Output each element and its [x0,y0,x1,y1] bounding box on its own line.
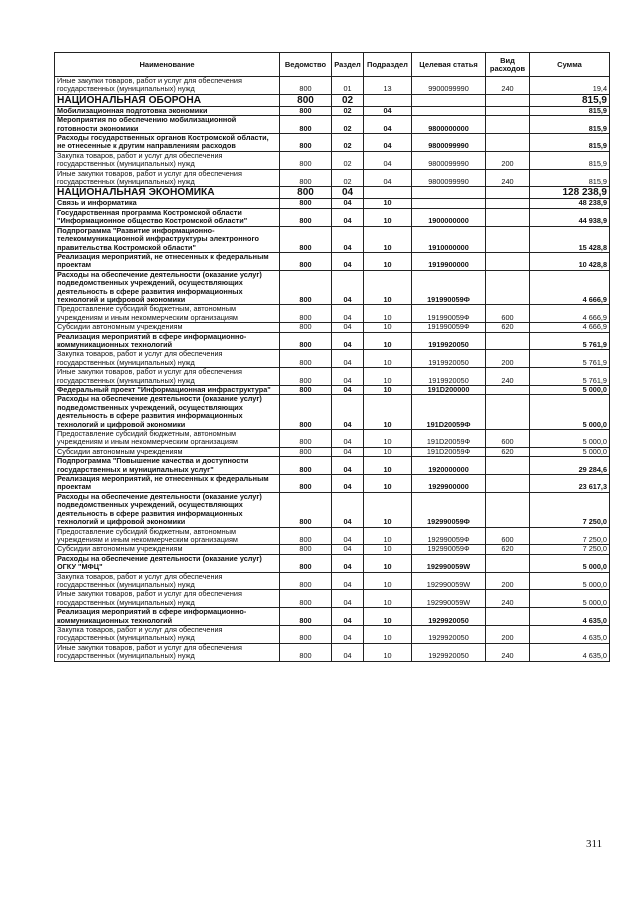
cell-sum: 815,9 [530,169,610,187]
cell-podrazdel: 04 [364,116,412,134]
cell-razdel: 04 [332,226,364,252]
cell-razdel: 04 [332,475,364,493]
cell-podrazdel: 10 [364,305,412,323]
table-row [55,226,610,252]
cell-podrazdel: 10 [364,430,412,448]
cell-razdel: 04 [332,332,364,350]
table-body [55,77,610,662]
cell-expense-type [486,134,530,152]
cell-sum: 815,9 [530,116,610,134]
cell-razdel: 04 [332,305,364,323]
table-row [55,608,610,626]
cell-sum: 10 428,8 [530,252,610,270]
cell-target-article: 1929900000 [412,475,486,493]
cell-razdel: 04 [332,323,364,332]
cell-name: Закупка товаров, работ и услуг для обеспечения государственных (муниципальных) нужд [55,350,280,368]
cell-podrazdel: 10 [364,527,412,545]
cell-podrazdel [364,94,412,106]
cell-podrazdel: 10 [364,608,412,626]
cell-name: Субсидии автономным учреждениям [55,545,280,554]
cell-sum: 23 617,3 [530,475,610,493]
cell-razdel: 02 [332,169,364,187]
table-row [55,545,610,554]
cell-expense-type: 620 [486,323,530,332]
table-row [55,625,610,643]
cell-sum: 5 000,0 [530,554,610,572]
cell-vedomstvo: 800 [280,270,332,305]
cell-target-article: 191990059Ф [412,305,486,323]
cell-name: Закупка товаров, работ и услуг для обеспечения государственных (муниципальных) нужд [55,572,280,590]
cell-razdel: 04 [332,395,364,430]
cell-sum: 5 000,0 [530,590,610,608]
cell-expense-type [486,187,530,199]
cell-vedomstvo: 800 [280,554,332,572]
cell-expense-type [486,106,530,115]
cell-podrazdel: 10 [364,475,412,493]
table-row [55,447,610,456]
cell-podrazdel [364,187,412,199]
cell-vedomstvo: 800 [280,457,332,475]
cell-name: Реализация мероприятий, не отнесенных к федеральным проектам [55,252,280,270]
table-row [55,208,610,226]
cell-razdel: 04 [332,350,364,368]
table-row [55,590,610,608]
cell-name: Федеральный проект "Информационная инфраструктура" [55,386,280,395]
table-row [55,305,610,323]
cell-name: Расходы на обеспечение деятельности (оказание услуг) подведомственных учреждений, осуществляющих деятельность в сфере развития информационных технологий и цифровой экономики [55,395,280,430]
table-row [55,151,610,169]
table-row [55,457,610,475]
cell-target-article [412,106,486,115]
cell-expense-type: 240 [486,169,530,187]
cell-razdel: 04 [332,208,364,226]
cell-razdel: 04 [332,625,364,643]
cell-name: Подпрограмма "Развитие информационно-телекоммуникационной инфраструктуры электронного правительства Костромской области" [55,226,280,252]
header-target-article: Целевая статья [412,53,486,77]
cell-name: НАЦИОНАЛЬНАЯ ОБОРОНА [55,94,280,106]
table-row [55,94,610,106]
cell-vedomstvo: 800 [280,116,332,134]
cell-podrazdel: 10 [364,395,412,430]
cell-podrazdel: 04 [364,151,412,169]
cell-vedomstvo: 800 [280,475,332,493]
cell-podrazdel: 10 [364,386,412,395]
cell-expense-type: 200 [486,151,530,169]
cell-target-article [412,94,486,106]
cell-podrazdel: 10 [364,492,412,527]
cell-target-article: 191D20059Ф [412,395,486,430]
cell-podrazdel: 10 [364,199,412,208]
cell-vedomstvo: 800 [280,527,332,545]
cell-target-article: 1910000000 [412,226,486,252]
cell-name: Закупка товаров, работ и услуг для обеспечения государственных (муниципальных) нужд [55,625,280,643]
cell-expense-type [486,252,530,270]
cell-vedomstvo: 800 [280,323,332,332]
cell-vedomstvo: 800 [280,169,332,187]
cell-sum: 7 250,0 [530,545,610,554]
table-row [55,199,610,208]
cell-name: Предоставление субсидий бюджетным, автономным учреждениям и иным некоммерческим организациям [55,527,280,545]
cell-razdel: 02 [332,134,364,152]
cell-expense-type [486,94,530,106]
cell-razdel: 04 [332,270,364,305]
cell-target-article: 1929920050 [412,643,486,661]
cell-sum: 4 635,0 [530,625,610,643]
cell-vedomstvo: 800 [280,187,332,199]
table-row [55,134,610,152]
cell-expense-type: 240 [486,643,530,661]
cell-razdel: 04 [332,492,364,527]
cell-podrazdel: 10 [364,226,412,252]
cell-podrazdel: 04 [364,134,412,152]
cell-name: Расходы государственных органов Костромской области, не отнесенные к другим направлениям расходов [55,134,280,152]
cell-vedomstvo: 800 [280,447,332,456]
cell-razdel: 04 [332,199,364,208]
cell-target-article: 1919900000 [412,252,486,270]
cell-target-article: 192990059W [412,554,486,572]
cell-target-article: 9800099990 [412,134,486,152]
cell-name: Подпрограмма "Повышение качества и доступности государственных и муниципальных услуг" [55,457,280,475]
page-number: 311 [586,838,603,850]
table-row [55,106,610,115]
cell-vedomstvo: 800 [280,590,332,608]
table-row [55,395,610,430]
cell-target-article: 1929920050 [412,608,486,626]
cell-sum: 5 000,0 [530,572,610,590]
table-row [55,554,610,572]
cell-name: Закупка товаров, работ и услуг для обеспечения государственных (муниципальных) нужд [55,151,280,169]
cell-target-article: 191D20059Ф [412,430,486,448]
cell-podrazdel: 10 [364,332,412,350]
header-podrazdel: Подраздел [364,53,412,77]
cell-target-article: 192990059Ф [412,527,486,545]
table-row [55,368,610,386]
cell-razdel: 01 [332,77,364,95]
cell-target-article: 1900000000 [412,208,486,226]
cell-razdel: 04 [332,608,364,626]
cell-sum: 4 666,9 [530,270,610,305]
cell-name: Иные закупки товаров, работ и услуг для обеспечения государственных (муниципальных) нужд [55,368,280,386]
cell-target-article: 191990059Ф [412,270,486,305]
cell-vedomstvo: 800 [280,386,332,395]
cell-razdel: 04 [332,590,364,608]
cell-name: Иные закупки товаров, работ и услуг для обеспечения государственных (муниципальных) нужд [55,643,280,661]
cell-razdel: 04 [332,447,364,456]
cell-sum: 15 428,8 [530,226,610,252]
cell-sum: 5 000,0 [530,430,610,448]
cell-name: Иные закупки товаров, работ и услуг для обеспечения государственных (муниципальных) нужд [55,77,280,95]
cell-expense-type: 620 [486,447,530,456]
cell-expense-type [486,608,530,626]
cell-razdel: 02 [332,94,364,106]
cell-sum: 48 238,9 [530,199,610,208]
cell-name: Мероприятия по обеспечению мобилизационной готовности экономики [55,116,280,134]
table-row [55,350,610,368]
table-row [55,270,610,305]
cell-vedomstvo: 800 [280,350,332,368]
cell-sum: 5 000,0 [530,447,610,456]
cell-podrazdel: 10 [364,350,412,368]
header-razdel: Раздел [332,53,364,77]
cell-podrazdel: 10 [364,208,412,226]
header-expense-type: Вид расходов [486,53,530,77]
cell-podrazdel: 10 [364,545,412,554]
cell-target-article: 192990059W [412,590,486,608]
cell-name: Субсидии автономным учреждениям [55,323,280,332]
cell-razdel: 02 [332,106,364,115]
cell-target-article: 192990059W [412,572,486,590]
cell-sum: 4 635,0 [530,608,610,626]
header-name: Наименование [55,53,280,77]
cell-podrazdel: 10 [364,368,412,386]
cell-vedomstvo: 800 [280,305,332,323]
cell-name: Реализация мероприятий в сфере информационно-коммуникационных технологий [55,608,280,626]
cell-razdel: 04 [332,187,364,199]
cell-sum: 815,9 [530,134,610,152]
cell-name: Иные закупки товаров, работ и услуг для обеспечения государственных (муниципальных) нужд [55,169,280,187]
table-header-row [55,53,610,77]
cell-vedomstvo: 800 [280,332,332,350]
cell-vedomstvo: 800 [280,572,332,590]
cell-razdel: 04 [332,554,364,572]
table-row [55,252,610,270]
cell-podrazdel: 10 [364,270,412,305]
cell-podrazdel: 10 [364,643,412,661]
cell-sum: 5 000,0 [530,395,610,430]
table-row [55,323,610,332]
cell-sum: 815,9 [530,94,610,106]
table-row [55,169,610,187]
cell-sum: 4 666,9 [530,323,610,332]
cell-name: Государственная программа Костромской области "Информационное общество Костромской области" [55,208,280,226]
header-vedomstvo: Ведомство [280,53,332,77]
table-row [55,116,610,134]
cell-target-article: 191990059Ф [412,323,486,332]
cell-sum: 5 761,9 [530,350,610,368]
table-row [55,187,610,199]
cell-vedomstvo: 800 [280,134,332,152]
cell-name: Связь и информатика [55,199,280,208]
cell-expense-type: 620 [486,545,530,554]
table-row [55,643,610,661]
cell-sum: 815,9 [530,151,610,169]
cell-vedomstvo: 800 [280,199,332,208]
cell-razdel: 04 [332,545,364,554]
cell-vedomstvo: 800 [280,208,332,226]
cell-expense-type [486,386,530,395]
cell-vedomstvo: 800 [280,106,332,115]
cell-target-article: 1919920050 [412,368,486,386]
table-row [55,475,610,493]
cell-podrazdel: 10 [364,323,412,332]
cell-vedomstvo: 800 [280,226,332,252]
cell-expense-type [486,492,530,527]
cell-podrazdel: 13 [364,77,412,95]
cell-podrazdel: 10 [364,252,412,270]
cell-name: Реализация мероприятий, не отнесенных к федеральным проектам [55,475,280,493]
cell-target-article [412,199,486,208]
cell-target-article: 1929920050 [412,625,486,643]
cell-podrazdel: 10 [364,447,412,456]
cell-target-article: 192990059Ф [412,492,486,527]
table-row [55,430,610,448]
cell-expense-type: 200 [486,350,530,368]
cell-sum: 7 250,0 [530,492,610,527]
cell-name: Иные закупки товаров, работ и услуг для обеспечения государственных (муниципальных) нужд [55,590,280,608]
header-sum: Сумма [530,53,610,77]
cell-target-article: 192990059Ф [412,545,486,554]
cell-expense-type: 240 [486,77,530,95]
cell-name: Расходы на обеспечение деятельности (оказание услуг) подведомственных учреждений, осуществляющих деятельность в сфере развития информационных технологий и цифровой экономики [55,492,280,527]
cell-expense-type: 200 [486,625,530,643]
cell-razdel: 04 [332,386,364,395]
cell-podrazdel: 10 [364,572,412,590]
cell-target-article: 1919920050 [412,332,486,350]
cell-podrazdel: 10 [364,554,412,572]
cell-expense-type [486,270,530,305]
cell-name: Реализация мероприятий в сфере информационно-коммуникационных технологий [55,332,280,350]
cell-sum: 5 000,0 [530,386,610,395]
cell-expense-type [486,332,530,350]
cell-name: Расходы на обеспечение деятельности (оказание услуг) ОГКУ "МФЦ" [55,554,280,572]
cell-sum: 4 666,9 [530,305,610,323]
cell-podrazdel: 10 [364,457,412,475]
cell-expense-type: 600 [486,527,530,545]
cell-expense-type: 240 [486,368,530,386]
cell-expense-type [486,554,530,572]
cell-razdel: 02 [332,151,364,169]
cell-expense-type: 600 [486,305,530,323]
cell-vedomstvo: 800 [280,625,332,643]
cell-razdel: 04 [332,368,364,386]
cell-target-article: 9800099990 [412,169,486,187]
cell-expense-type: 200 [486,572,530,590]
table-row [55,527,610,545]
cell-name: Субсидии автономным учреждениям [55,447,280,456]
cell-expense-type [486,395,530,430]
cell-target-article: 9800000000 [412,116,486,134]
cell-expense-type [486,475,530,493]
cell-razdel: 04 [332,457,364,475]
cell-vedomstvo: 800 [280,545,332,554]
cell-podrazdel: 10 [364,590,412,608]
cell-razdel: 04 [332,252,364,270]
cell-name: Предоставление субсидий бюджетным, автономным учреждениям и иным некоммерческим организациям [55,430,280,448]
cell-name: НАЦИОНАЛЬНАЯ ЭКОНОМИКА [55,187,280,199]
cell-vedomstvo: 800 [280,643,332,661]
cell-target-article: 1919920050 [412,350,486,368]
cell-name: Предоставление субсидий бюджетным, автономным учреждениям и иным некоммерческим организациям [55,305,280,323]
cell-sum: 4 635,0 [530,643,610,661]
cell-sum: 815,9 [530,106,610,115]
cell-vedomstvo: 800 [280,395,332,430]
cell-target-article [412,187,486,199]
budget-table [54,52,610,662]
cell-vedomstvo: 800 [280,94,332,106]
cell-podrazdel: 10 [364,625,412,643]
cell-podrazdel: 04 [364,169,412,187]
cell-sum: 128 238,9 [530,187,610,199]
cell-expense-type: 600 [486,430,530,448]
cell-sum: 44 938,9 [530,208,610,226]
cell-name: Мобилизационная подготовка экономики [55,106,280,115]
cell-sum: 5 761,9 [530,368,610,386]
cell-razdel: 04 [332,572,364,590]
cell-vedomstvo: 800 [280,77,332,95]
cell-razdel: 02 [332,116,364,134]
cell-razdel: 04 [332,527,364,545]
cell-target-article: 9800099990 [412,151,486,169]
cell-vedomstvo: 800 [280,151,332,169]
cell-target-article: 9900099990 [412,77,486,95]
table-row [55,386,610,395]
cell-expense-type [486,116,530,134]
cell-razdel: 04 [332,430,364,448]
cell-expense-type [486,208,530,226]
cell-sum: 19,4 [530,77,610,95]
cell-vedomstvo: 800 [280,368,332,386]
cell-vedomstvo: 800 [280,430,332,448]
table-row [55,492,610,527]
cell-name: Расходы на обеспечение деятельности (оказание услуг) подведомственных учреждений, осуществляющих деятельность в сфере развития информационных технологий и цифровой экономики [55,270,280,305]
cell-vedomstvo: 800 [280,252,332,270]
cell-razdel: 04 [332,643,364,661]
table-row [55,572,610,590]
cell-sum: 29 284,6 [530,457,610,475]
cell-target-article: 191D20059Ф [412,447,486,456]
cell-expense-type [486,199,530,208]
cell-expense-type [486,226,530,252]
cell-sum: 7 250,0 [530,527,610,545]
cell-podrazdel: 04 [364,106,412,115]
cell-expense-type: 240 [486,590,530,608]
table-row [55,332,610,350]
cell-vedomstvo: 800 [280,608,332,626]
cell-expense-type [486,457,530,475]
table-row [55,77,610,95]
cell-vedomstvo: 800 [280,492,332,527]
cell-sum: 5 761,9 [530,332,610,350]
cell-target-article: 191D200000 [412,386,486,395]
cell-target-article: 1920000000 [412,457,486,475]
